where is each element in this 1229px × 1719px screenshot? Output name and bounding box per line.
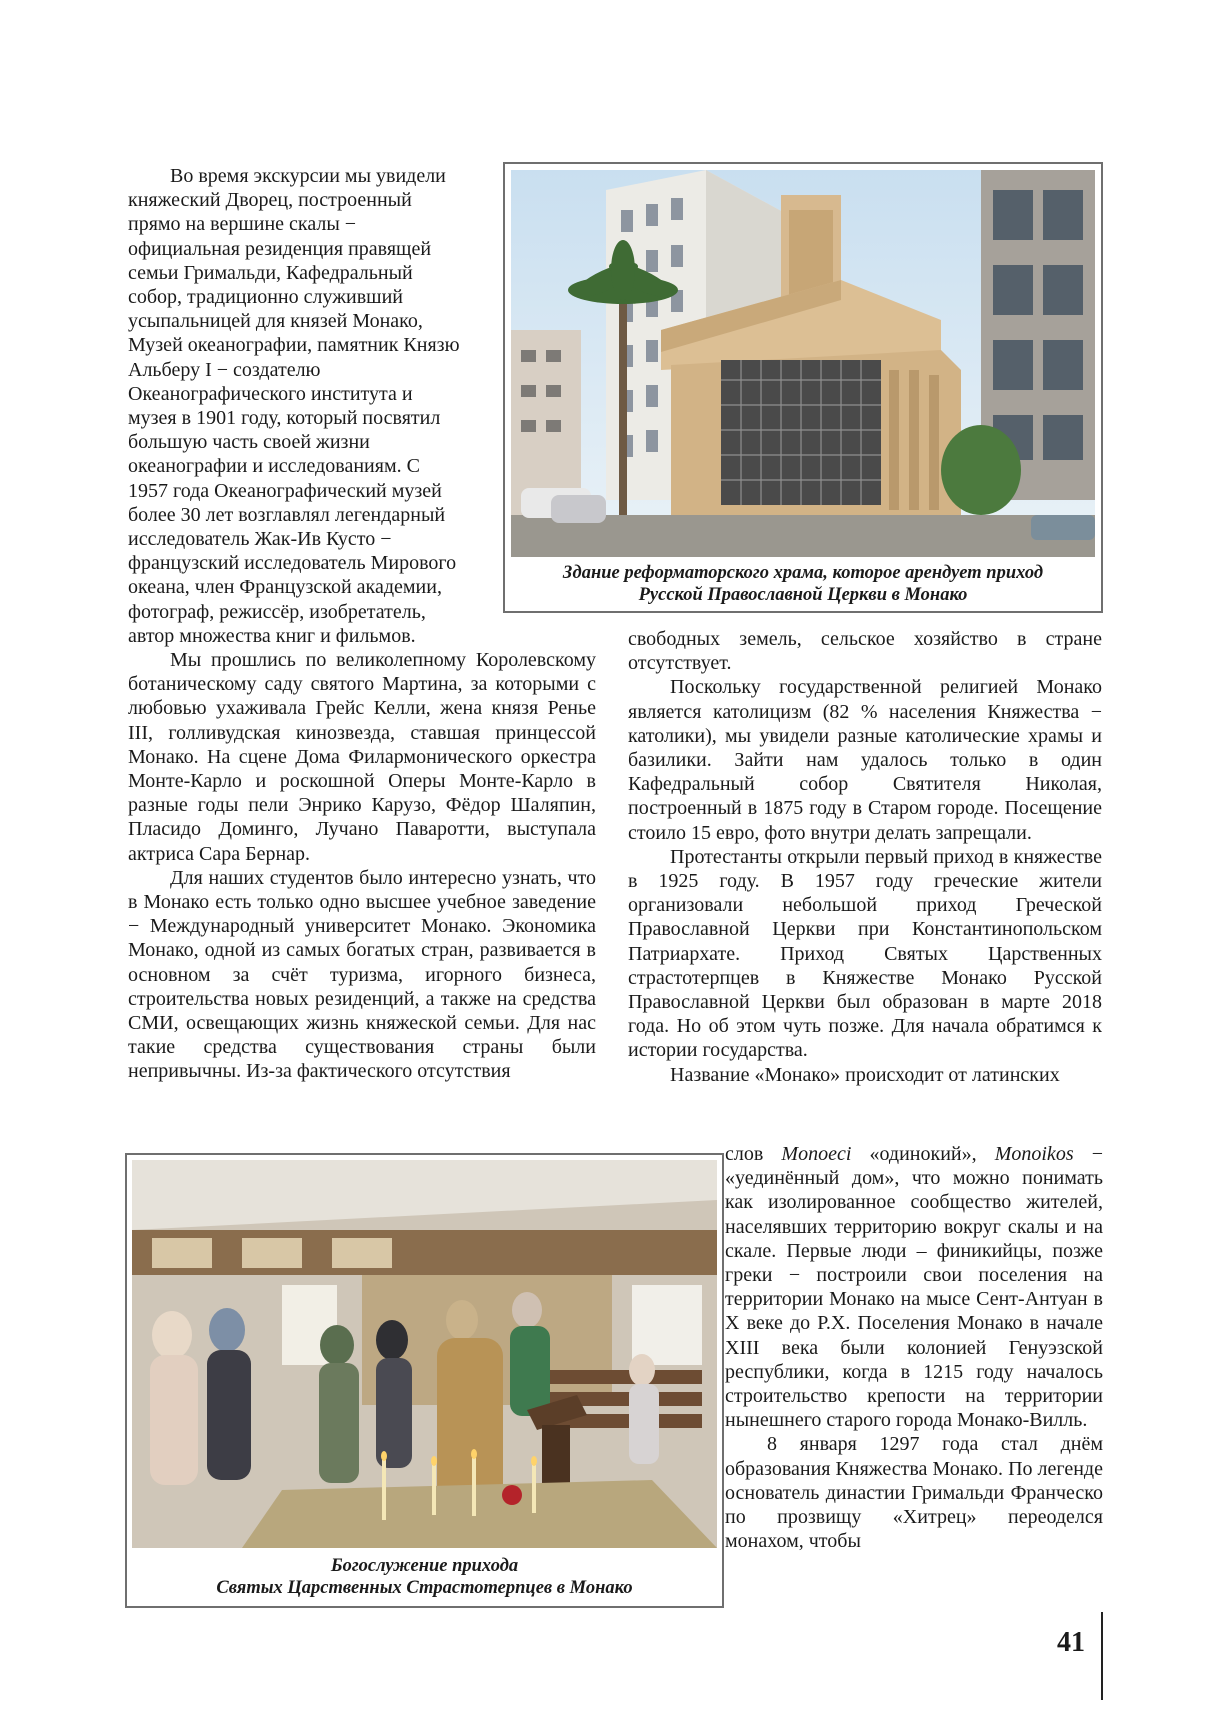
caption-line: Святых Царственных Страстотерпцев в Монако [216,1578,633,1598]
church-building-photo [511,170,1095,557]
right-column-text [628,627,1102,1087]
text-line: усыпальницей для князей Монако, [128,310,423,333]
figure-top-caption [505,562,1101,606]
text-line: музея в 1901 году, который посвятил [128,407,441,430]
right-narrow-column-text [725,1142,1103,1553]
paragraph: свободных земель, сельское хозяйство в стране отсутствует. [628,628,1102,675]
paragraph: Для наших студентов было интересно узнать, что в Монако есть только одно высшее учебное заведение − Международный университет Монако. Экономика Монако, одной из самых богатых стран, развивается в основном за счёт туризма, игорного бизнеса, строительства новых резиденций, а также на средства СМИ, освещающих жизнь княжеской семьи. Для нас такие средства существования страны были непривычны. Из-за фактического отсутствия [128,866,596,1083]
text-line: Музей океанографии, памятник Князю [128,334,460,357]
text-line: французский исследователь Мирового [128,552,457,575]
paragraph: Мы прошлись по великолепному Королевскому ботаническому саду святого Мартина, за которыми с любовью ухаживала Грейс Келли, жена князя Ренье III, голливудская кинозвезда, ставшая принцессой Монако. На сцене Дома Филармонического оркестра Монте-Карло и роскошной Оперы Монте-Карло в разные годы пели Энрико Карузо, Фёдор Шаляпин, Пласидо Доминго, Лучано Паваротти, выступала актриса Сара Бернар. [128,649,596,865]
text-line: исследователь Жак-Ив Кусто − [128,528,392,551]
text-line: океана, член Французской академии, [128,576,442,599]
text-line: княжеский Дворец, построенный [128,189,412,212]
caption-line: Русской Православной Церкви в Монако [638,585,968,605]
paragraph [725,1142,1103,1432]
text-line: большую часть своей жизни [128,431,370,454]
left-column-bottom-text [128,648,596,1084]
text-line: океанографии и исследованиям. С [128,455,420,478]
text-line: Во время экскурсии мы увидели [170,165,446,187]
text-line: Альберу I − создателю [128,358,321,381]
text-line: прямо на вершине скалы − [128,213,357,236]
text-line: официальная резиденция правящей [128,237,432,260]
paragraph: 8 января 1297 года стал днём образования Княжества Монако. По легенде основатель династии Гримальди Франческо по прозвищу «Хитрец» переоделся монахом, чтобы [725,1433,1103,1553]
church-service-image [132,1160,717,1548]
text-line: семьи Гримальди, Кафедральный [128,261,413,284]
text-line: Океанографического института и [128,382,413,405]
text-line: более 30 лет возглавлял легендарный [128,503,446,526]
church-service-photo [132,1160,717,1548]
text-line: фотограф, режиссёр, изобретатель, [128,600,426,623]
latin-word: Monoikos [994,1143,1074,1165]
text-line: автор множества книг и фильмов. [128,624,416,647]
text-run: слов [725,1143,782,1165]
caption-line: Здание реформаторского храма, которое арендует приход [562,563,1044,583]
paragraph: Протестанты открыли первый приход в княжестве в 1925 году. В 1957 году греческие жители организовали небольшой приход Греческой Православной Церкви при Константинопольском Патриархате. Приход Святых Царственных страстотерпцев в Княжестве Монако Русской Православной Церкви был образован в марте 2018 года. Но об этом чуть позже. Для начала обратимся к истории государства. [628,845,1102,1062]
caption-line: Богослужение прихода [330,1556,519,1576]
page-number: 41 [1057,1627,1085,1658]
figure-bottom-caption [127,1555,722,1599]
text-run: «одинокий», [851,1143,995,1165]
latin-word: Monoeci [781,1143,852,1165]
paragraph: Поскольку государственной религией Монако является католицизм (82 % населения Княжества − католики), мы увидели разные католические храмы и базилики. Зайти нам удалось только в один Кафедральный собор Святителя Николая, построенный в 1875 году в Старом городе. Посещение стоило 15 евро, фото внутри делать запрещали. [628,676,1102,844]
page-number-rule [1101,1612,1103,1700]
figure-church-service [125,1153,724,1608]
figure-church-building [503,162,1103,613]
text-line: собор, традиционно служивший [128,286,403,309]
church-building-image [511,170,1095,557]
text-run: − «уединённый дом», что можно понимать как изолированное сообщество жителей, населявших территорию вокруг скалы и на скале. Первые люди – финикийцы, позже греки − построили свои поселения на территории Монако на мысе Сент-Антуан в X веке до Р.Х. Поселения Монако в начале XIII века были колонией Генуэзской республики, когда в 1215 году началось строительство крепости на территории нынешнего старого города Монако-Вилль. [725,1143,1103,1432]
text-line: 1957 года Океанографический музей [128,479,442,502]
paragraph: Название «Монако» происходит от латинских [670,1063,1060,1086]
left-column-top-text [128,164,498,648]
